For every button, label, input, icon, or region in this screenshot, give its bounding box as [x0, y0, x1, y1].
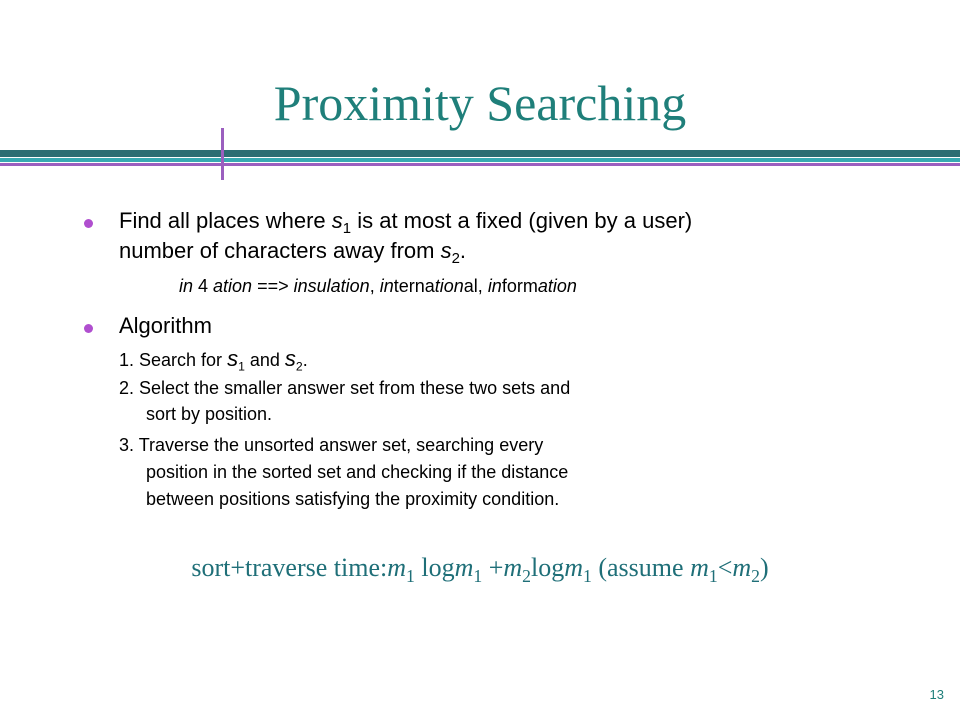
text-run: tion	[434, 276, 464, 296]
algorithm-step2-line1: 2. Select the smaller answer set from these two sets and	[119, 378, 571, 398]
var-m: m	[387, 553, 406, 582]
subscript: 2	[751, 566, 760, 587]
algorithm-step3-line1: 3. Traverse the unsorted answer set, searching every	[119, 435, 544, 455]
text-run: in	[379, 276, 394, 296]
algorithm-step3-line2: position in the sorted set and checking if the distance	[146, 462, 569, 482]
title-bar-dark	[0, 150, 960, 157]
subscript: 1	[708, 566, 718, 587]
text-run: in	[293, 276, 308, 296]
text-run: ation	[213, 276, 253, 296]
text-run: ,	[369, 276, 380, 296]
text-run: (assume	[591, 553, 691, 582]
text-run: .	[302, 350, 308, 370]
var-m: m	[564, 553, 584, 582]
subscript: 2	[522, 566, 531, 587]
text-run: log	[414, 553, 455, 582]
algorithm-step1	[119, 346, 308, 372]
text-run: is at most a fixed (given by a user)	[351, 208, 693, 233]
page-number: 13	[929, 687, 944, 702]
complexity-formula	[0, 553, 960, 587]
subscript: 1	[473, 566, 483, 587]
bullet-dot-icon	[84, 324, 93, 333]
subscript: 2	[451, 250, 460, 268]
text-run: in	[179, 276, 194, 296]
bullet-dot-icon	[84, 219, 93, 228]
text-run: Find all places where	[119, 208, 332, 233]
algorithm-step2-line2: sort by position.	[146, 404, 273, 424]
text-run: +	[482, 553, 504, 582]
text-run: al	[463, 276, 478, 296]
subscript: 2	[295, 359, 303, 374]
proximity-example	[179, 276, 577, 298]
text-run: ,	[477, 276, 488, 296]
subscript: 1	[238, 359, 245, 374]
var-m: m	[503, 553, 523, 582]
text-run: .	[459, 238, 467, 263]
var-s: s	[284, 346, 296, 371]
var-m: m	[690, 553, 709, 582]
var-s: s	[331, 208, 343, 233]
text-run: log	[531, 553, 565, 582]
slide-title: Proximity Searching	[273, 75, 687, 131]
subscript: 1	[583, 566, 592, 587]
title-vertical-line	[221, 128, 224, 180]
text-run: <	[717, 553, 733, 582]
text-run: number of characters away from	[119, 238, 441, 263]
title-bar-light	[0, 158, 960, 162]
text-run: 4	[193, 276, 214, 296]
algorithm-step3-line3: between positions satisfying the proximity condition.	[146, 489, 560, 509]
bullet1-line1	[119, 208, 693, 238]
text-run: sort+traverse time:	[191, 553, 388, 582]
text-run: ==>	[252, 276, 294, 296]
bullet2-label: Algorithm	[119, 313, 212, 338]
bullet1-line2	[119, 238, 467, 268]
var-s: s	[440, 238, 452, 263]
subscript: 1	[342, 220, 352, 238]
text-run: sulation	[307, 276, 370, 296]
text-run: terna	[393, 276, 435, 296]
title-bar-purple	[0, 163, 960, 166]
text-run: form	[501, 276, 538, 296]
subscript: 1	[406, 566, 415, 587]
text-run: )	[759, 553, 769, 582]
text-run: ation	[537, 276, 577, 296]
var-m: m	[454, 553, 474, 582]
var-m: m	[732, 553, 752, 582]
text-run: 1. Search for	[119, 350, 228, 370]
text-run: in	[487, 276, 502, 296]
var-s: s	[227, 346, 239, 371]
text-run: and	[244, 350, 285, 370]
